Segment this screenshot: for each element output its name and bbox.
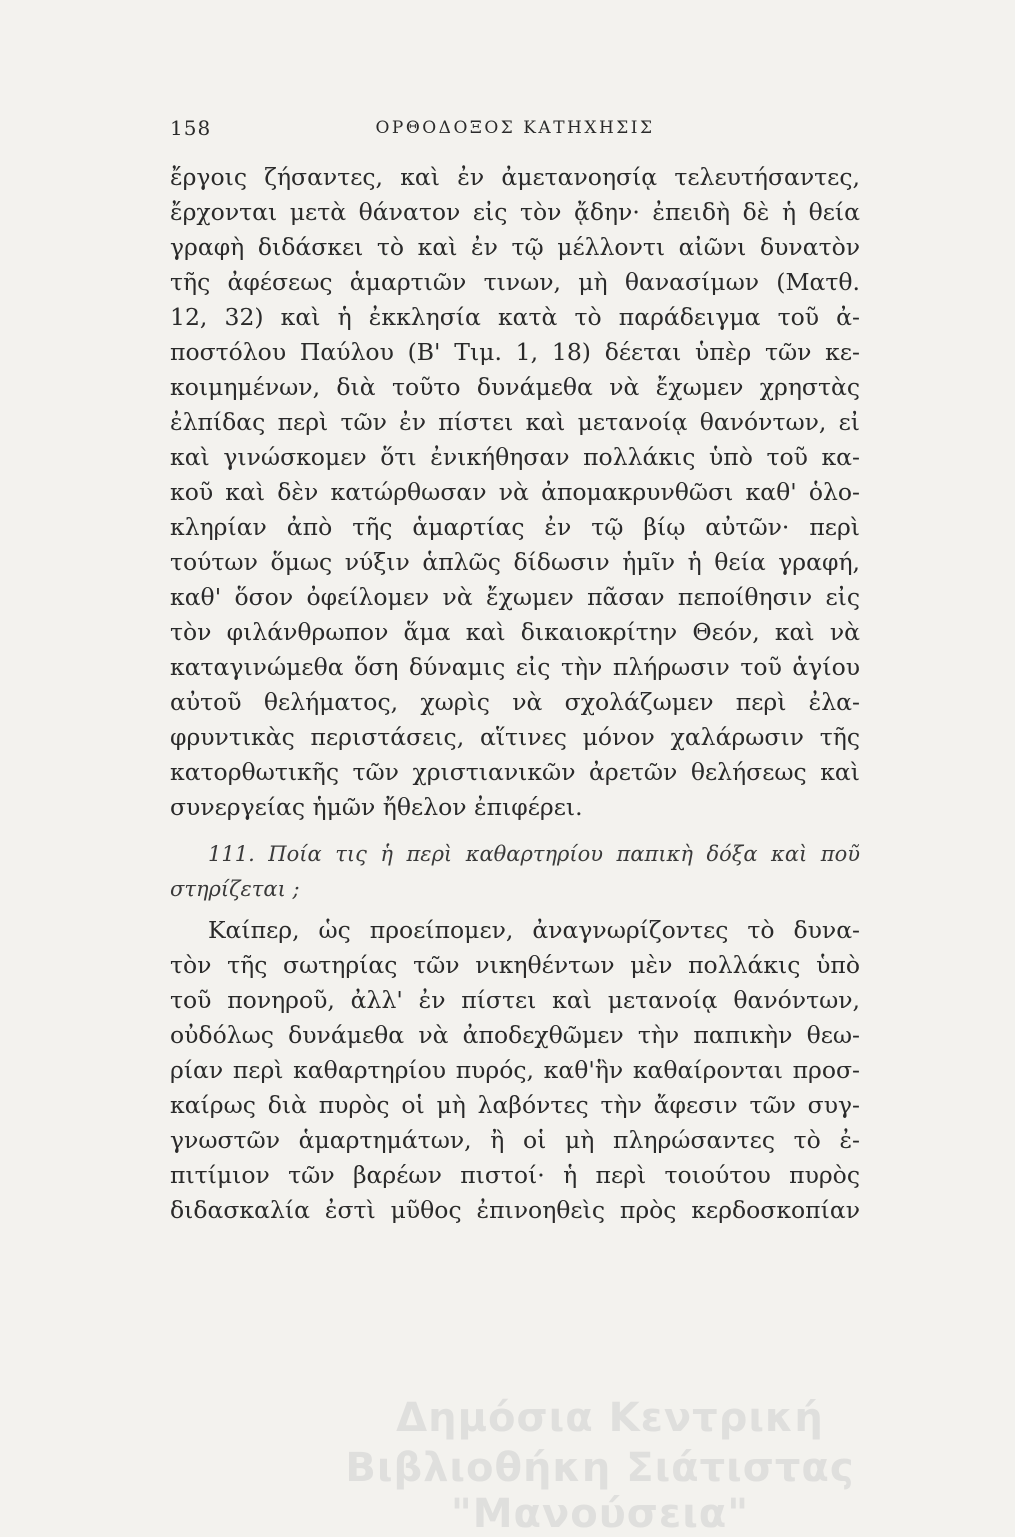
text-line: γραφὴ διδάσκει τὸ καὶ ἐν τῷ μέλλοντι αἰῶνι δυνατὸν [170,233,860,261]
text-line: γνωστῶν ἁμαρτημάτων, ἢ οἱ μὴ πληρώσαντες τὸ ἐ- [170,1126,860,1154]
text-line: τούτων ὅμως νύξιν ἁπλῶς δίδωσιν ἡμῖν ἡ θεία γραφή, [170,548,860,576]
question-line: 111. Ποία τις ἡ περὶ καθαρτηρίου παπικὴ δόξα καὶ ποῦ [208,842,860,866]
text-line: πιτίμιον τῶν βαρέων πιστοί· ἡ περὶ τοιούτου πυρὸς [170,1161,860,1189]
text-line: οὐδόλως δυνάμεθα νὰ ἀποδεχθῶμεν τὴν παπικὴν θεω- [170,1021,860,1049]
library-watermark-line-1: Δημόσια Κεντρική [396,1395,824,1441]
text-line: κληρίαν ἀπὸ τῆς ἁμαρτίας ἐν τῷ βίῳ αὐτῶν· περὶ [170,513,860,541]
text-line: κοῦ καὶ δὲν κατώρθωσαν νὰ ἀπομακρυνθῶσι καθ' ὁλο- [170,478,860,506]
text-line: καταγινώμεθα ὅση δύναμις εἰς τὴν πλήρωσιν τοῦ ἁγίου [170,653,860,681]
text-line: τῆς ἀφέσεως ἁμαρτιῶν τινων, μὴ θανασίμων (Ματθ. [170,268,860,296]
text-line: ποστόλου Παύλου (Β' Τιμ. 1, 18) δέεται ὑπὲρ τῶν κε- [170,338,860,366]
text-line: 12, 32) καὶ ἡ ἐκκλησία κατὰ τὸ παράδειγμα τοῦ ἀ- [170,303,860,331]
text-line: ἐλπίδας περὶ τῶν ἐν πίστει καὶ μετανοίᾳ θανόντων, εἰ [170,408,860,436]
text-line: τὸν φιλάνθρωπον ἅμα καὶ δικαιοκρίτην Θεόν, καὶ νὰ [170,618,860,646]
page-header [170,116,860,146]
text-line: τοῦ πονηροῦ, ἀλλ' ἐν πίστει καὶ μετανοίᾳ θανόντων, [170,986,860,1014]
text-line: κοιμημένων, διὰ τοῦτο δυνάμεθα νὰ ἔχωμεν χρηστὰς [170,373,860,401]
body-text [170,160,860,1228]
text-line: ἔργοις ζήσαντες, καὶ ἐν ἀμετανοησίᾳ τελευτήσαντες, [170,163,860,191]
text-line: αὐτοῦ θελήματος, χωρὶς νὰ σχολάζωμεν περὶ ἐλα- [170,688,860,716]
running-title: ΟΡΘΟΔΟΞΟΣ ΚΑΤΗΧΗΣΙΣ [375,118,655,138]
text-line: τὸν τῆς σωτηρίας τῶν νικηθέντων μὲν πολλάκις ὑπὸ [170,951,860,979]
page-number: 158 [170,116,212,140]
question-heading [170,837,860,907]
paragraph-1 [170,160,860,825]
text-line: συνεργείας ἡμῶν ἤθελον ἐπιφέρει. [170,793,583,821]
text-line: καίρως διὰ πυρὸς οἱ μὴ λαβόντες τὴν ἄφεσιν τῶν συγ- [170,1091,860,1119]
text-line: φρυντικὰς περιστάσεις, αἵτινες μόνον χαλάρωσιν τῆς [170,723,860,751]
question-line: στηρίζεται ; [170,877,300,901]
paragraph-2 [170,913,860,1228]
text-line: κατορθωτικῆς τῶν χριστιανικῶν ἀρετῶν θελήσεως καὶ [170,758,860,786]
library-watermark-line-2: Βιβλιοθήκη Σιάτιστας "Μανούσεια" [345,1445,855,1537]
text-line: ρίαν περὶ καθαρτηρίου πυρός, καθ'ἣν καθαίρονται προσ- [170,1056,860,1084]
text-line: ἔρχονται μετὰ θάνατον εἰς τὸν ᾄδην· ἐπειδὴ δὲ ἡ θεία [170,198,860,226]
text-line: Καίπερ, ὡς προείπομεν, ἀναγνωρίζοντες τὸ δυνα- [208,916,860,944]
text-line: καθ' ὅσον ὀφείλομεν νὰ ἔχωμεν πᾶσαν πεποίθησιν εἰς [170,583,860,611]
text-line: διδασκαλία ἐστὶ μῦθος ἐπινοηθεὶς πρὸς κερδοσκοπίαν [170,1196,860,1224]
text-line: καὶ γινώσκομεν ὅτι ἐνικήθησαν πολλάκις ὑπὸ τοῦ κα- [170,443,860,471]
